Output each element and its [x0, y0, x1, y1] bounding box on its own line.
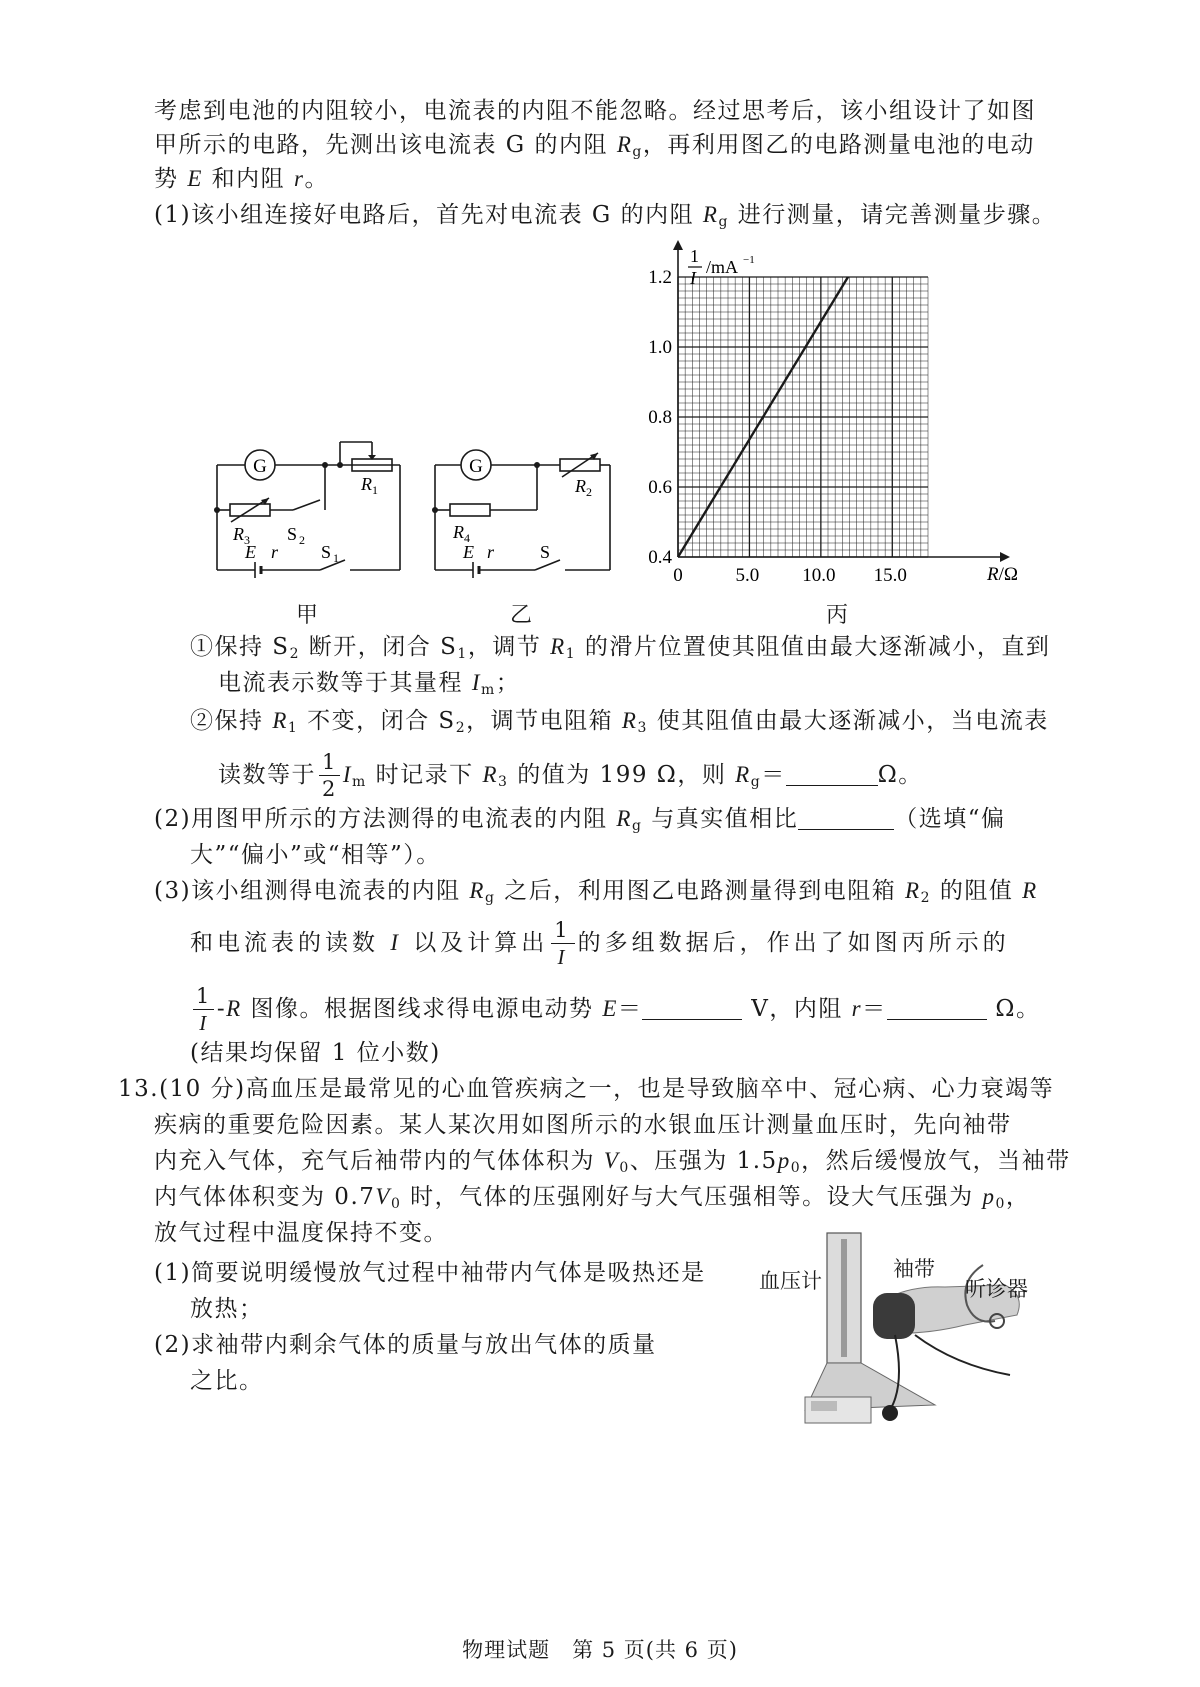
- q13-line2: 疾病的重要危险因素。某人某次用如图所示的水银血压计测量血压时，先向袖带: [154, 1112, 1012, 1138]
- svg-text:−1: −1: [743, 254, 755, 266]
- x-tick-label: 15.0: [873, 565, 907, 586]
- svg-text:R: R: [233, 524, 244, 544]
- q2-line2: 大”“偏小”或“相等”）。: [190, 842, 441, 868]
- answer-blank-r[interactable]: [887, 995, 987, 1020]
- y-tick-label: 0.6: [648, 477, 672, 498]
- svg-text:3: 3: [244, 533, 250, 547]
- caption-jia: 甲: [296, 603, 319, 628]
- caption-bing: 丙: [826, 603, 849, 628]
- svg-text:R: R: [453, 522, 464, 542]
- svg-text:E: E: [463, 542, 474, 562]
- y-tick-label: 0.8: [648, 407, 672, 428]
- q3-line3: $\frac{1}{I}$ -R 图像。根据图线求得电源电动势 E＝ V，内阻 r＝ Ω。: [190, 986, 1040, 1034]
- y-tick-label: 1.2: [648, 267, 672, 288]
- svg-text:r: r: [487, 542, 495, 562]
- caption-yi: 乙: [510, 603, 533, 628]
- answer-blank-rg[interactable]: [786, 761, 878, 786]
- svg-text:G: G: [253, 456, 267, 477]
- q1-step2-line2: 读数等于 $\frac{1}{2}$ $I_m$ 时记录下 $R_3$ 的值为 199 Ω，则 $R_g= \Omega$。: [218, 750, 923, 801]
- q13-line4: 内气体体积变为 $0.7V_0$ 时，气体的压强刚好与大气压强相等。设大气压强为 $p_0$，: [154, 1184, 1031, 1212]
- q3-line1: (3)该小组测得电流表的内阻 $R_g$ 之后，利用图乙电路测量得到电阻箱 $R_2$ 的阻值 R: [154, 878, 1038, 906]
- svg-text:G: G: [469, 456, 483, 477]
- q1-step2-line1: ②保持 $R_1$ 不变，闭合 $S_2$，调节电阻箱 $R_3$ 使其阻值由最大逐渐减小，当电流表: [190, 708, 1049, 736]
- q2-line1: (2)用图甲所示的方法测得的电流表的内阻 $R_g$ 与真实值相比 （选填“偏: [154, 806, 1006, 834]
- circuit-jia: [205, 440, 415, 585]
- label-stethoscope: 听诊器: [965, 1277, 1028, 1301]
- intro-line-3: 势 E 和内阻 r。: [154, 166, 329, 192]
- q1-step1-line1: ①保持 $S_2$ 断开，闭合 $S_1$，调节 $R_1$ 的滑片位置使其阻值由最大逐渐减小，直到: [190, 634, 1051, 662]
- svg-text:I: I: [690, 268, 696, 288]
- svg-text:1: 1: [690, 246, 699, 266]
- x-tick-label: 0: [673, 565, 683, 586]
- answer-blank-emf[interactable]: [642, 995, 742, 1020]
- q13-line5: 放气过程中温度保持不变。: [154, 1220, 448, 1246]
- svg-text:2: 2: [299, 533, 305, 547]
- q13-part2-line1: (2)求袖带内剩余气体的质量与放出气体的质量: [154, 1332, 657, 1358]
- y-tick-label: 0.4: [648, 547, 672, 568]
- svg-text:S: S: [540, 542, 551, 562]
- q3-line2: 和电流表的读数 I 以及计算出 $\frac{1}{I}$ 的多组数据后，作出了如图丙所示的: [190, 918, 1010, 969]
- r1-label: R: [361, 474, 372, 494]
- svg-text:E: E: [245, 542, 256, 562]
- q13-line1: 13.(10 分)高血压是最常见的心血管疾病之一，也是导致脑卒中、冠心病、心力衰竭等: [118, 1076, 1055, 1102]
- q13-part2-line2: 之比。: [190, 1368, 264, 1394]
- answer-blank-compare[interactable]: [798, 805, 894, 830]
- svg-text:2: 2: [586, 485, 592, 499]
- svg-text:1: 1: [372, 483, 378, 497]
- svg-text:4: 4: [464, 531, 470, 545]
- chart-bing: [630, 240, 1050, 590]
- x-axis-label: R/Ω: [987, 564, 1019, 585]
- label-cuff: 袖带: [893, 1257, 935, 1281]
- q1-heading: (1)该小组连接好电路后，首先对电流表 G 的内阻 $R_g$ 进行测量，请完善测量步骤。: [154, 202, 1057, 230]
- q3-note: (结果均保留 1 位小数): [190, 1040, 441, 1066]
- intro-line-2: 甲所示的电路，先测出该电流表 G 的内阻 $R_g$，再利用图乙的电路测量电池的电动: [154, 132, 1035, 160]
- svg-text:S: S: [321, 542, 332, 562]
- svg-text:r: r: [271, 542, 279, 562]
- q1-step1-line2: 电流表示数等于其量程 $I_m$；: [218, 670, 521, 698]
- q13-part1-line1: (1)简要说明缓慢放气过程中袖带内气体是吸热还是: [154, 1260, 706, 1286]
- blood-pressure-photo: [755, 1225, 1055, 1425]
- intro-line-1: 考虑到电池的内阻较小，电流表的内阻不能忽略。经过思考后，该小组设计了如图: [154, 98, 1036, 124]
- x-tick-label: 5.0: [735, 565, 760, 586]
- y-axis-unit: /mA: [706, 257, 739, 277]
- half-fraction: $\frac{1}{2}$: [319, 752, 340, 800]
- svg-text:1: 1: [333, 551, 339, 565]
- q13-line3: 内充入气体，充气后袖带内的气体体积为 $V_0$、压强为 $1.5p_0$，然后缓慢放气，当袖带: [154, 1148, 1071, 1176]
- svg-text:R: R: [575, 476, 586, 496]
- svg-text:S: S: [287, 524, 298, 544]
- page-footer: 物理试题 第 5 页(共 6 页): [462, 1638, 738, 1662]
- label-gauge: 血压计: [759, 1269, 822, 1293]
- x-tick-label: 10.0: [802, 565, 836, 586]
- circuit-yi: [425, 440, 625, 585]
- q13-part1-line2: 放热；: [190, 1296, 264, 1322]
- y-tick-label: 1.0: [648, 337, 672, 358]
